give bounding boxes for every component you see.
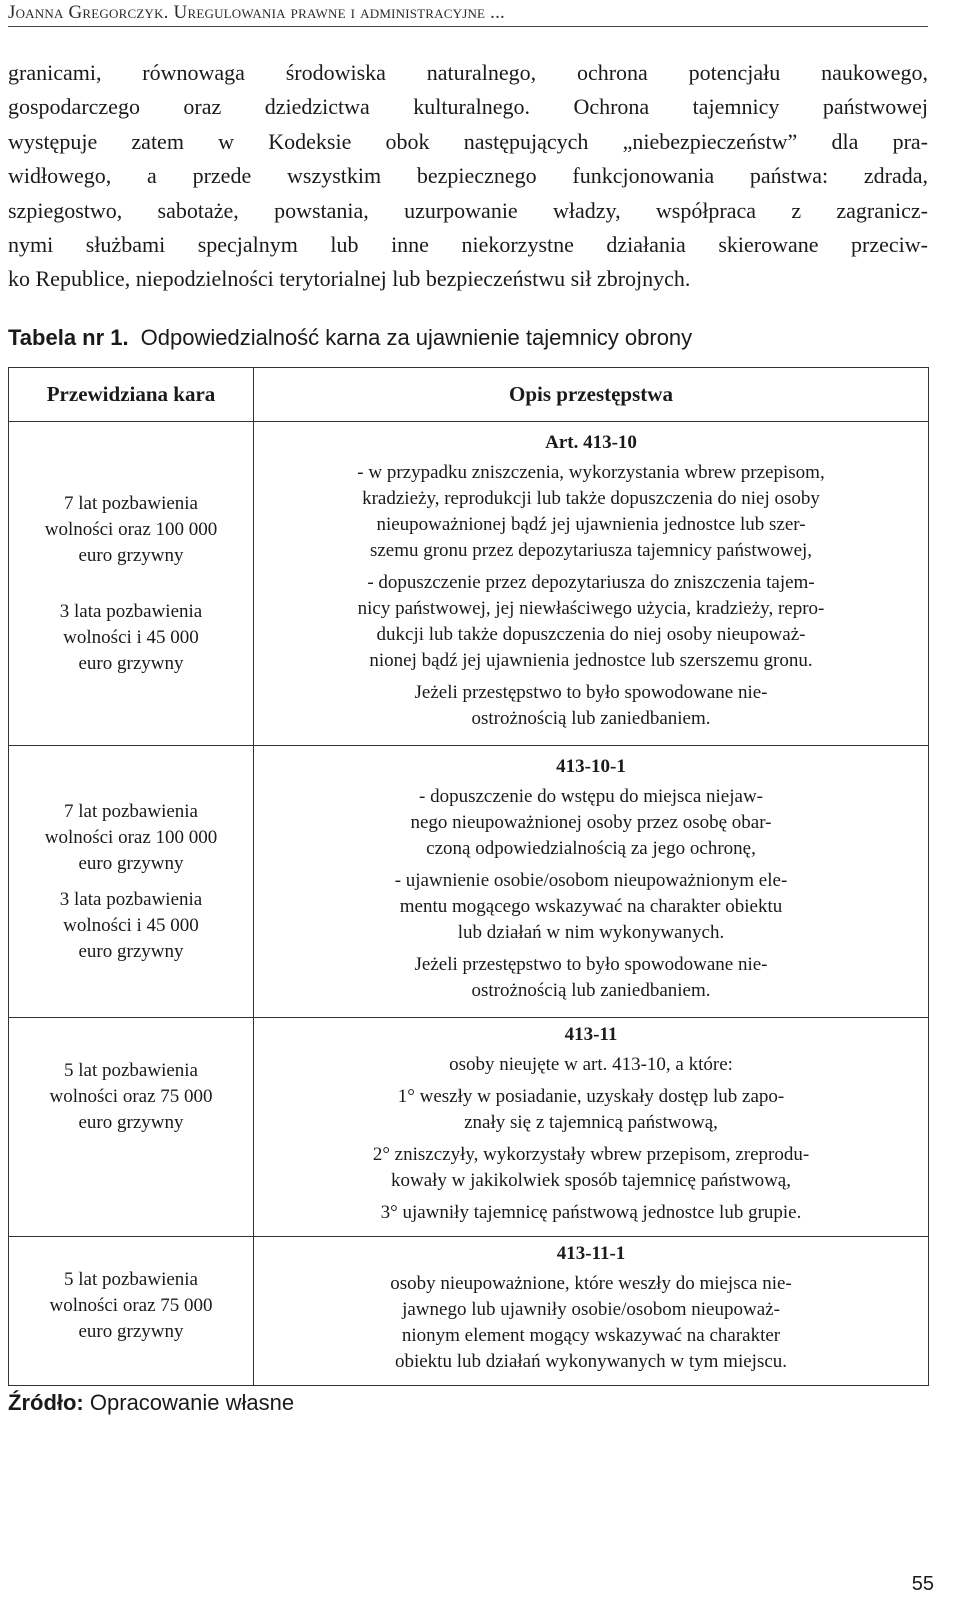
description-line: osoby nieujęte w art. 413-10, a które: <box>449 1054 733 1075</box>
description-paragraph <box>260 570 922 674</box>
source-label: Źródło: <box>8 1390 84 1415</box>
description-line: czoną odpowiedzialnością za jego ochronę, <box>426 837 756 859</box>
table-caption <box>8 325 692 351</box>
description-paragraph <box>260 784 922 862</box>
description-line: obiektu lub działań wykonywanych w tym miejscu. <box>394 1351 788 1372</box>
description-line: mentu mogącego wskazywać na charakter obiektu <box>399 895 783 917</box>
header-penalty: Przewidziana kara <box>9 368 254 422</box>
description-line: kradzieży, reprodukcji lub także dopuszczenia do niej osoby <box>362 487 820 509</box>
description-paragraph <box>260 460 922 564</box>
penalty-line: 7 lat pozbawienia <box>63 492 198 514</box>
description-line: nicy państwowej, jej niewłaściwego użycia, kradzieży, repro- <box>357 597 825 619</box>
description-cell <box>254 1018 929 1237</box>
article-number: 413-11 <box>564 1024 618 1045</box>
penalty-line: 5 lat pozbawienia <box>63 1269 198 1290</box>
description-paragraph <box>260 1271 922 1375</box>
penalty-line: euro grzywny <box>78 544 184 566</box>
penalty-line: 3 lata pozbawienia <box>59 888 203 910</box>
penalty-line: euro grzywny <box>78 852 184 874</box>
penalty-line: wolności i 45 000 <box>63 626 199 648</box>
description-line: nieupoważnionej bądź jej ujawnienia jednostce lub szer- <box>376 513 806 535</box>
description-line: 1° weszły w posiadanie, uzyskały dostęp lub zapo- <box>397 1086 785 1107</box>
penalty-line: wolności oraz 100 000 <box>44 826 218 848</box>
body-paragraph <box>8 56 928 297</box>
table-row <box>9 422 929 746</box>
body-line: występuje zatem w Kodeksie obok następujących „niebezpieczeństw” dla pra- <box>8 128 928 154</box>
description-line: lub działań w nim wykonywanych. <box>457 921 725 943</box>
description-line: - w przypadku zniszczenia, wykorzystania wbrew przepisom, <box>357 461 825 483</box>
table-row <box>9 746 929 1018</box>
description-line: ostrożnością lub zaniedbaniem. <box>471 707 711 729</box>
description-cell <box>254 1237 929 1386</box>
penalty-line: euro grzywny <box>78 1321 184 1342</box>
description-line: nionym element mogący wskazywać na charakter <box>401 1325 781 1346</box>
source-text: Opracowanie własne <box>89 1390 295 1415</box>
description-line: dukcji lub także dopuszczenia do niej osoby nieupoważ- <box>376 623 806 645</box>
penalty-line: wolności oraz 100 000 <box>44 518 218 540</box>
description-line: 2° zniszczyły, wykorzystały wbrew przepisom, zreprodu- <box>372 1144 810 1165</box>
description-line: - ujawnienie osobie/osobom nieupoważnionym ele- <box>394 869 788 891</box>
description-line: ostrożnością lub zaniedbaniem. <box>471 979 711 1001</box>
penalty-table <box>8 367 929 1386</box>
article-number: 413-10-1 <box>556 755 626 777</box>
table-row <box>9 1237 929 1386</box>
penalty-line: wolności oraz 75 000 <box>49 1295 213 1316</box>
running-head: Joanna Gregorczyk. Uregulowania prawne i administracyjne ... <box>8 2 505 23</box>
table-header-row <box>9 368 929 422</box>
penalty-line: 7 lat pozbawienia <box>63 800 198 822</box>
page-number: 55 <box>911 1573 934 1595</box>
penalty-line: euro grzywny <box>78 940 184 962</box>
table-caption-title: Odpowiedzialność karna za ujawnienie tajemnicy obrony <box>140 325 693 350</box>
article-number: Art. 413-10 <box>545 431 637 453</box>
description-paragraph <box>260 1052 922 1078</box>
penalty-line: euro grzywny <box>78 1112 184 1133</box>
table-row <box>9 1018 929 1237</box>
description-paragraph <box>260 680 922 732</box>
table-source <box>8 1390 294 1416</box>
header-description: Opis przestępstwa <box>254 368 929 422</box>
penalty-cell <box>9 1237 254 1386</box>
description-paragraph <box>260 1084 922 1136</box>
description-line: osoby nieupoważnione, które weszły do miejsca nie- <box>390 1273 792 1294</box>
body-line: granicami, równowaga środowiska naturalnego, ochrona potencjału naukowego, <box>8 60 928 85</box>
body-line: widłowego, a przede wszystkim bezpiecznego funkcjonowania państwa: zdrada, <box>8 163 928 189</box>
description-paragraph <box>260 868 922 946</box>
body-line: nymi służbami specjalnym lub inne niekorzystne działania skierowane przeciw- <box>8 232 928 258</box>
description-cell <box>254 422 929 746</box>
penalty-line: 5 lat pozbawienia <box>63 1060 198 1081</box>
description-paragraph <box>260 952 922 1004</box>
table-caption-label: Tabela nr 1. <box>8 325 129 350</box>
penalty-cell <box>9 746 254 1018</box>
penalty-cell <box>9 422 254 746</box>
penalty-line: wolności i 45 000 <box>63 914 199 936</box>
description-line: Jeżeli przestępstwo to było spowodowane nie- <box>414 681 768 703</box>
description-line: nionej bądź jej ujawnienia jednostce lub szerszemu gronu. <box>369 649 813 671</box>
penalty-cell <box>9 1018 254 1237</box>
description-line: jawnego lub ujawniły osobie/osobom nieupoważ- <box>402 1299 780 1320</box>
penalty-line: wolności oraz 75 000 <box>49 1086 213 1107</box>
description-paragraph <box>260 1200 922 1226</box>
description-line: 3° ujawniły tajemnicę państwową jednostce lub grupie. <box>380 1202 802 1223</box>
body-line: gospodarczego oraz dziedzictwa kulturalnego. Ochrona tajemnicy państwowej <box>8 94 928 120</box>
penalty-line: euro grzywny <box>78 652 184 674</box>
description-line: - dopuszczenie do wstępu do miejsca niejaw- <box>419 785 763 807</box>
description-line: Jeżeli przestępstwo to było spowodowane nie- <box>414 953 768 975</box>
description-line: kowały w jakikolwiek sposób tajemnicę państwową, <box>391 1170 791 1191</box>
body-line: ko Republice, niepodzielności terytorialnej lub bezpieczeństwu sił zbrojnych. <box>8 266 691 292</box>
body-line: szpiegostwo, sabotaże, powstania, uzurpowanie władzy, współpraca z zagranicz- <box>8 197 928 223</box>
description-line: - dopuszczenie przez depozytariusza do zniszczenia tajem- <box>367 571 815 593</box>
description-line: szemu gronu przez depozytariusza tajemnicy państwowej, <box>369 539 813 561</box>
description-cell <box>254 746 929 1018</box>
description-paragraph <box>260 1142 922 1194</box>
penalty-line: 3 lata pozbawienia <box>59 600 203 622</box>
article-number: 413-11-1 <box>556 1243 626 1264</box>
header-rule <box>8 26 928 27</box>
description-line: znały się z tajemnicą państwową, <box>464 1112 718 1133</box>
description-line: nego nieupoważnionej osoby przez osobę obar- <box>410 811 772 833</box>
